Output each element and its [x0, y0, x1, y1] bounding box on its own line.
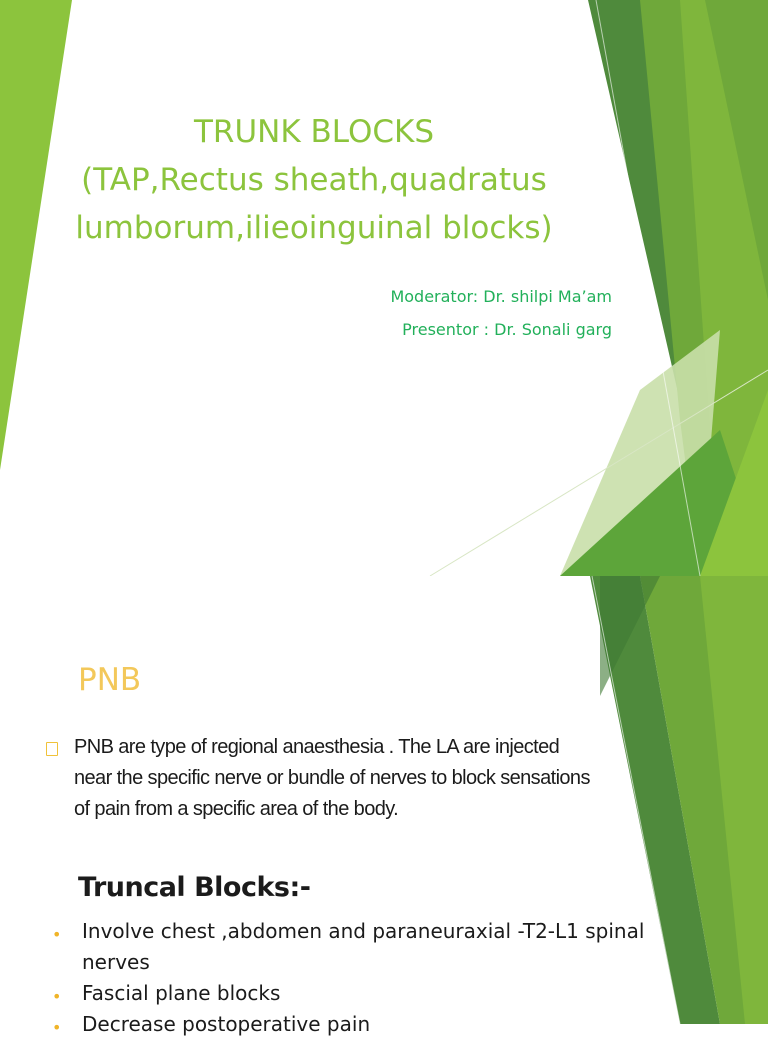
paragraph-line: of pain from a specific area of the body.	[74, 798, 399, 820]
list-item	[50, 1009, 690, 1040]
content-slide	[0, 576, 768, 1037]
list-item-text	[82, 1009, 690, 1040]
moderator-text: Moderator: Dr. shilpi Ma’am	[390, 287, 612, 306]
list-item	[50, 916, 690, 978]
title-line: (TAP,Rectus sheath,quadratus	[81, 162, 547, 198]
bullet-dot-icon: •	[52, 1018, 62, 1037]
list-item-text	[82, 978, 690, 1009]
list-item-line: Fascial plane blocks	[82, 981, 281, 1005]
bullet-dot-icon: •	[52, 925, 62, 944]
list-item-line: Involve chest ,abdomen and paraneuraxial -T2-L1 spinal	[82, 919, 645, 943]
list-item-text	[82, 916, 690, 978]
bullet-dot-icon: •	[52, 987, 62, 1006]
title-line: TRUNK BLOCKS	[193, 114, 435, 150]
list-item-line: Decrease postoperative pain	[82, 1012, 371, 1036]
paragraph-line: PNB are type of regional anaesthesia . The LA are injected	[74, 736, 560, 758]
paragraph-line: near the specific nerve or bundle of nerves to block sensations	[74, 767, 590, 789]
slide-heading: PNB	[78, 662, 142, 698]
bullet-list	[50, 916, 690, 1040]
square-bullet-icon	[46, 742, 58, 756]
intro-paragraph	[74, 732, 704, 825]
presenter-text: Presentor : Dr. Sonali garg	[402, 320, 612, 339]
list-item-line: nerves	[82, 950, 150, 974]
slide-title	[30, 108, 598, 252]
subheading: Truncal Blocks:-	[78, 872, 311, 903]
title-line: lumborum,ilieoinguinal blocks)	[75, 210, 553, 246]
list-item	[50, 978, 690, 1009]
